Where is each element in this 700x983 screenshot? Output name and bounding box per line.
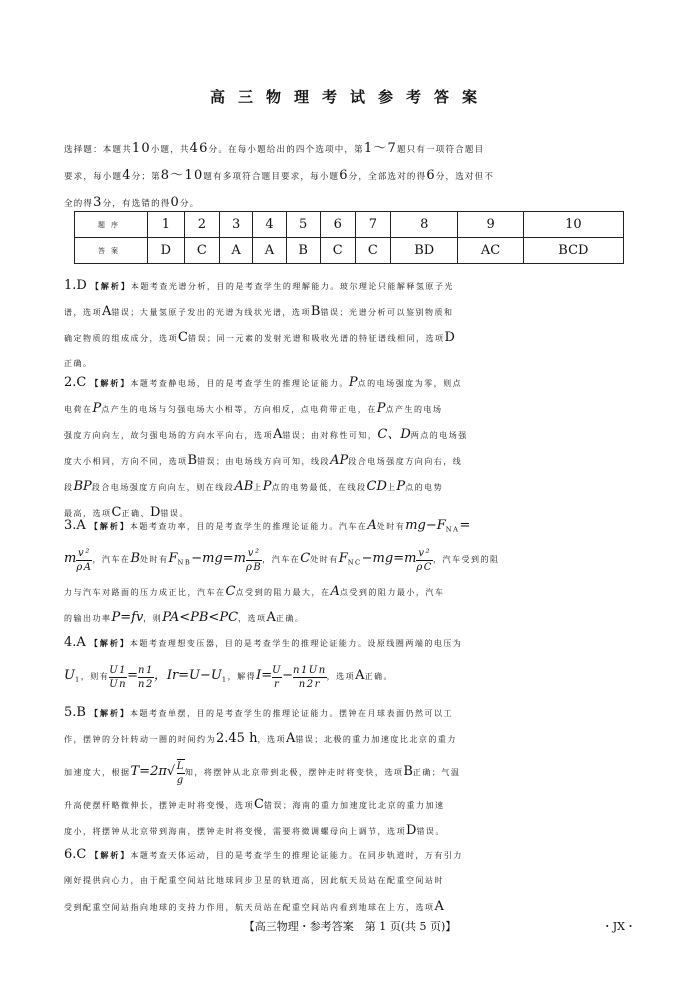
fraction — [76, 547, 92, 574]
question-number: 1.D — [64, 278, 87, 293]
denominator: n2 — [138, 678, 154, 690]
text: 汽车在 — [338, 522, 368, 531]
question-number: 5 — [286, 212, 320, 238]
page-title: 高三物理考试参考答案 — [209, 88, 490, 106]
text: 小题，共 — [150, 145, 190, 155]
symbol: P — [92, 401, 102, 416]
question-number: 6 — [320, 212, 355, 238]
symbol: B — [130, 551, 140, 566]
equation: T=2π — [130, 764, 167, 779]
text: 处时有 — [140, 555, 169, 564]
option-letter: A — [266, 610, 276, 625]
analysis-tag: 【解析】 — [90, 850, 131, 860]
text: 错误；由电场线方向可知，线段 — [197, 457, 331, 466]
fraction — [177, 759, 185, 787]
text: 正确。 — [364, 672, 394, 681]
number: 10 — [131, 141, 151, 156]
text: 点受到的阻力最大，在 — [235, 588, 331, 597]
fraction — [416, 547, 433, 574]
symbol: AB — [234, 479, 254, 494]
symbol: C、D — [377, 427, 411, 442]
line — [64, 299, 636, 325]
text: 分；第 — [131, 172, 161, 182]
line — [64, 605, 636, 631]
denominator: r — [273, 678, 281, 690]
subscript: NC — [347, 558, 362, 567]
analysis-tag: 【解析】 — [89, 521, 130, 531]
subscript: NA — [445, 525, 460, 534]
subscript: NB — [177, 558, 192, 567]
option-letter: A — [102, 304, 112, 319]
text: ，则 — [143, 614, 163, 623]
text: 段合电场强度方向向左，则在线段 — [91, 483, 235, 492]
line — [64, 422, 636, 448]
text: 段合电场强度方向向右，线 — [348, 457, 463, 466]
question-6 — [64, 842, 636, 920]
answer-cell: C — [184, 238, 219, 264]
text: 电荷在 — [64, 405, 93, 414]
line — [64, 579, 636, 605]
line — [64, 370, 636, 396]
text: ，选项 — [326, 672, 356, 681]
text: 作，摆钟的分针转动一圈的时间约为 — [64, 735, 216, 744]
equation: I= — [256, 668, 273, 683]
text: 错误。 — [416, 827, 445, 836]
equation: F — [338, 551, 348, 566]
text: 点产生的电场 — [385, 405, 443, 414]
fraction — [293, 664, 327, 691]
subscript: 1 — [74, 675, 81, 684]
line — [64, 630, 636, 656]
text: 本题考查静电场，目的是考查学生的推理论证能力。 — [130, 379, 349, 388]
text: 选择题：本题共 — [64, 145, 132, 155]
text: 分，全部选对的得 — [348, 172, 427, 182]
option-letter: A — [355, 668, 365, 683]
denominator: g — [176, 775, 185, 786]
equation: U — [64, 668, 75, 683]
option-letter: B — [187, 453, 198, 468]
fraction — [246, 547, 262, 574]
question-number: 4 — [253, 212, 286, 238]
text: 全的得 — [64, 199, 94, 209]
denominator: Un — [109, 678, 128, 690]
symbol: P — [348, 375, 358, 390]
text: 正确。 — [275, 614, 305, 623]
row-header-answer: 答案 — [75, 238, 148, 264]
text: ，解得 — [227, 672, 257, 681]
number: 6 — [339, 168, 349, 183]
text: 力与汽车对路面的压力成正比，汽车在 — [64, 588, 226, 597]
line — [64, 700, 636, 726]
symbol: P — [262, 479, 272, 494]
question-number: 4.A — [64, 635, 86, 650]
analysis-tag: 【解析】 — [89, 638, 130, 648]
text: 处时有 — [310, 555, 339, 564]
instructions-line-2 — [64, 163, 636, 190]
text: ，汽车在 — [92, 555, 131, 564]
symbol: A — [367, 518, 377, 533]
line — [64, 448, 636, 474]
text: 度小，将摆钟从北京带到海南，摆钟走时将变慢，需要将微调螺母向上调节，选项 — [64, 827, 406, 836]
option-letter: A — [273, 427, 283, 442]
text: 段 — [64, 483, 74, 492]
text: 错误；同一元素的发射光谱和吸收光谱的特征谱线相同，选项 — [187, 334, 445, 343]
text: 的输出功率 — [64, 614, 112, 623]
text: 分。在每小题给出的四个选项中，第 — [208, 145, 364, 155]
text: 错误；由对称性可知， — [282, 431, 378, 440]
question-3 — [64, 513, 636, 631]
equation: mg−F — [405, 518, 446, 533]
equation: −mg=m — [191, 551, 247, 566]
text: 正确、 — [121, 509, 150, 518]
text: 错误；北极的重力加速度比北京的重力 — [295, 735, 457, 744]
equation: F — [168, 551, 178, 566]
equation: PA<PB<PC — [162, 610, 239, 625]
numerator: n1Un — [293, 664, 327, 676]
text: 题只有一项符合题目 — [396, 145, 485, 155]
footer-code: ・JX・ — [601, 920, 636, 933]
text: 错误。 — [160, 509, 189, 518]
subscript: 1 — [221, 675, 228, 684]
text: 分，有选错的得 — [102, 199, 171, 209]
sqrt-sign: √ — [166, 764, 177, 779]
fraction — [272, 664, 282, 691]
equation: ，Ir=U−U — [153, 668, 222, 683]
text: ，则有 — [80, 672, 110, 681]
denominator: ρA — [76, 561, 93, 573]
number: 8～10 — [160, 168, 204, 183]
text: 要求，每小题 — [64, 172, 123, 182]
analysis-tag: 【解析】 — [90, 378, 131, 388]
numerator: v² — [418, 547, 432, 559]
text: 本题考查单摆，目的是考查学生的推理论证能力。摆钟在月球表面仍然可以工 — [130, 709, 454, 718]
line — [64, 868, 636, 894]
answer-cell: D — [148, 238, 185, 264]
option-letter: B — [403, 764, 413, 779]
text: 刚好提供向心力，由于配重空间站比地球同步卫星的轨道高，因此航天员站在配重空间站时 — [64, 876, 444, 885]
text: 处时有 — [376, 522, 406, 531]
symbol: P — [376, 401, 386, 416]
text: 加速度大，根据 — [64, 768, 131, 777]
text: ，选项 — [257, 735, 286, 744]
text: 强度方向向左，故匀强电场的方向水平向右，选项 — [64, 431, 273, 440]
text: 分，选对但不 — [435, 172, 495, 182]
line — [64, 273, 636, 299]
option-letter: D — [149, 505, 161, 520]
equation: −mg=m — [361, 551, 417, 566]
line — [64, 656, 636, 696]
line — [64, 818, 636, 844]
fraction — [109, 664, 127, 691]
number: 4 — [122, 168, 132, 183]
question-number: 5.B — [64, 705, 86, 720]
number: 6 — [426, 168, 436, 183]
denominator: ρB — [246, 561, 263, 573]
text: 度大小相同，方向不同，选项 — [64, 457, 188, 466]
question-1 — [64, 273, 636, 377]
instructions — [64, 136, 636, 217]
line — [64, 726, 636, 752]
numerator: L — [176, 761, 185, 772]
equation: = — [459, 518, 471, 533]
text: 本题考查光谱分析，目的是考查学生的理解能力。玻尔理论只能解释氢原子光 — [130, 282, 454, 291]
symbol: AP — [330, 453, 349, 468]
equation: m — [64, 551, 77, 566]
row-header-number: 题序 — [75, 212, 148, 238]
option-letter: A — [285, 731, 296, 746]
instructions-line-1 — [64, 136, 636, 163]
text: 错误；大量氢原子发出的光谱为线状光谱，选项 — [111, 308, 311, 317]
line — [64, 842, 636, 868]
text: 升高使摆杆略微伸长，摆钟走时将变慢，选项 — [64, 801, 254, 810]
text: 本题考查理想变压器，目的是考查学生的推理论证能力。设原线圈两端的电压为 — [129, 639, 463, 648]
text: 确定物质的组成成分，选项 — [64, 334, 178, 343]
answer-cell: B — [286, 238, 320, 264]
text: 点受到的阻力最小，汽车 — [339, 588, 445, 597]
answer-cell: A — [253, 238, 286, 264]
question-5 — [64, 700, 636, 844]
symbol: P — [396, 479, 406, 494]
answer-table — [74, 211, 624, 264]
symbol: C — [225, 584, 236, 599]
page-footer: 【高三物理・参考答案 第 1 页(共 5 页)】 — [243, 920, 457, 933]
text: ，汽车在 — [262, 555, 301, 564]
question-number: 3 — [219, 212, 252, 238]
option-letter: D — [406, 823, 417, 838]
option-letter: C — [178, 330, 188, 345]
question-4 — [64, 630, 636, 696]
text: ，汽车受到的阻 — [432, 555, 500, 564]
table-row-numbers — [75, 212, 624, 238]
line — [64, 752, 636, 792]
text: 错误；海南的重力加速度比北京的重力加速 — [263, 801, 445, 810]
text: 点的电势最低，在线段 — [271, 483, 367, 492]
text: 两点的电场强 — [410, 431, 468, 440]
question-number: 8 — [391, 212, 458, 238]
question-2 — [64, 370, 636, 526]
numerator: U1 — [109, 664, 128, 676]
equation: P=fv — [111, 610, 144, 625]
text: 正确。 — [64, 359, 93, 368]
line — [64, 396, 636, 422]
number: 46 — [189, 141, 209, 156]
fraction — [138, 664, 154, 691]
text: 题有多项符合题目要求，每小题 — [203, 172, 340, 182]
numerator: v² — [247, 547, 261, 559]
text: 正确；气温 — [412, 768, 461, 777]
numerator: n1 — [138, 664, 154, 676]
text: 最高，选项 — [64, 509, 112, 518]
question-number: 3.A — [64, 518, 86, 533]
answer-cell: C — [355, 238, 390, 264]
text: 本题考查功率，目的是考查学生的推理论证能力。 — [129, 522, 339, 531]
question-number: 2 — [184, 212, 219, 238]
symbol: C — [300, 551, 311, 566]
option-letter: B — [310, 304, 321, 319]
table-row-answers — [75, 238, 624, 264]
symbol: CD — [366, 479, 387, 494]
analysis-tag: 【解析】 — [90, 708, 131, 718]
text: 受到配重空间站指向地球的支持力作用，航天员站在配重空间站内看到地球在上方，选项 — [64, 903, 435, 912]
text: ，选项 — [238, 614, 267, 623]
text: 点的电势 — [405, 483, 444, 492]
denominator: ρC — [416, 561, 433, 573]
answer-cell: AC — [458, 238, 523, 264]
line — [64, 474, 636, 500]
option-letter: C — [254, 797, 264, 812]
symbol: A — [330, 584, 340, 599]
numerator: v² — [78, 547, 91, 559]
number: 3 — [93, 195, 103, 210]
denominator: n2r — [298, 678, 321, 690]
text: 点的电场强度为零，则点 — [357, 379, 463, 388]
line — [64, 325, 636, 351]
answer-cell: A — [219, 238, 252, 264]
question-number: 7 — [355, 212, 390, 238]
answer-cell: BD — [391, 238, 458, 264]
text: 知，将摆钟从北京带到北极，摆钟走时将变快，选项 — [184, 768, 404, 777]
symbol: BP — [73, 479, 92, 494]
question-number: 1 — [148, 212, 185, 238]
line — [64, 894, 636, 920]
line — [64, 539, 636, 579]
option-letter: D — [444, 330, 455, 345]
line — [64, 792, 636, 818]
numerator: U — [272, 664, 283, 676]
text: 谱，选项 — [64, 308, 102, 317]
question-number: 9 — [458, 212, 523, 238]
text: 本题考查天体运动，目的是考查学生的推理论证能力。在同步轨道时，万有引力 — [130, 851, 463, 860]
value: 2.45 h — [216, 731, 258, 746]
question-number: 6.C — [64, 847, 87, 862]
question-number: 2.C — [64, 375, 87, 390]
answer-cell: C — [320, 238, 355, 264]
text: 分。 — [179, 199, 200, 209]
option-letter: A — [434, 899, 444, 914]
option-letter: C — [111, 505, 122, 520]
text: 上 — [253, 483, 263, 492]
number: 0 — [170, 195, 180, 210]
number: 1～7 — [363, 141, 397, 156]
line — [64, 513, 636, 539]
equation: − — [282, 668, 293, 683]
analysis-tag: 【解析】 — [90, 281, 131, 291]
answer-cell: BCD — [523, 238, 623, 264]
equation: = — [127, 668, 138, 683]
text: 上 — [386, 483, 397, 492]
text: 错误；光谱分析可以鉴别物质和 — [320, 308, 454, 317]
question-number: 10 — [523, 212, 623, 238]
text: 点产生的电场与匀强电场大小相等，方向相反，点电荷带正电，在 — [101, 405, 377, 414]
